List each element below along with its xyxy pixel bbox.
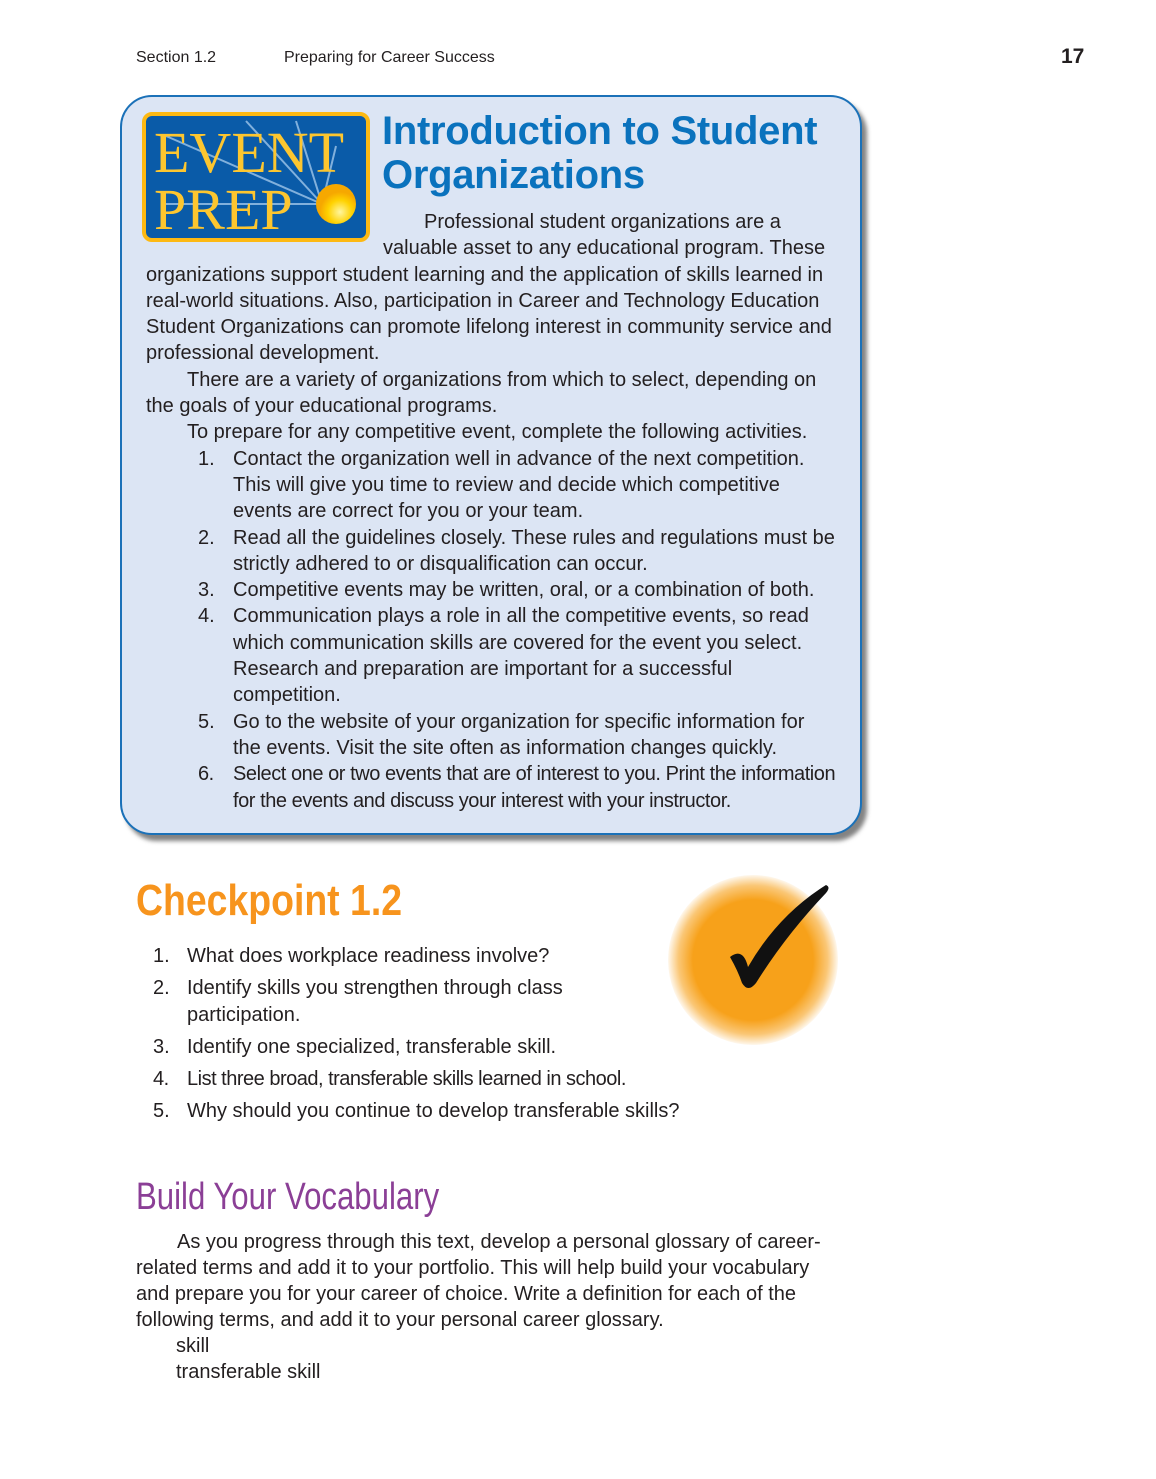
section-label: Section 1.2 xyxy=(136,49,217,66)
vocabulary-title: Build Your Vocabulary xyxy=(136,1176,440,1218)
paragraph: There are a variety of organizations from which to select, depending on the goals of your educational programs. xyxy=(146,368,817,418)
item-text: Contact the organization well in advance of the next competition. This will give you time to review and decide which competitive events are correct for you or your team. xyxy=(233,447,805,523)
list-item xyxy=(146,761,836,814)
checkpoint-title: Checkpoint 1.2 xyxy=(136,876,403,925)
item-text: What does workplace readiness involve? xyxy=(187,945,550,967)
item-text: Identify skills you strengthen through class participation. xyxy=(187,977,563,1026)
vocab-term: transferable skill xyxy=(176,1361,321,1383)
list-item xyxy=(146,525,836,578)
item-number: 5. xyxy=(153,1100,170,1122)
list-item xyxy=(153,1098,680,1125)
checkmark-icon xyxy=(668,875,838,1045)
list-item xyxy=(146,709,836,762)
item-number: 4. xyxy=(198,605,215,628)
event-prep-title: Introduction to Student Organizations xyxy=(382,109,818,197)
list-item xyxy=(146,446,836,525)
event-prep-box xyxy=(120,95,862,835)
chapter-title: Preparing for Career Success xyxy=(284,49,495,66)
checkpoint-questions xyxy=(153,943,680,1130)
item-text: List three broad, transferable skills learned in school. xyxy=(187,1068,626,1090)
list-item xyxy=(153,1034,623,1061)
item-text: Why should you continue to develop transferable skills? xyxy=(187,1100,680,1122)
item-number: 1. xyxy=(198,447,215,470)
item-number: 4. xyxy=(153,1068,169,1090)
svg-text:EVENT: EVENT xyxy=(154,120,345,185)
item-number: 3. xyxy=(153,1036,170,1058)
paragraph: Professional student organizations are a valuable asset to any educational program. These organizations support student learning and the application of skills learned in real-world situations. Also, participation in Career and Technology Education Student Organizations can promote lifelong interest in community service and professional development. xyxy=(146,211,832,365)
steps-list xyxy=(146,446,836,814)
item-text: Select one or two events that are of interest to you. Print the information for the events and discuss your interest with your instructor. xyxy=(233,763,836,812)
item-number: 6. xyxy=(198,763,214,786)
page-number: 17 xyxy=(1061,45,1085,68)
item-text: Communication plays a role in all the competitive events, so read which communication skills are covered for the event you select. Research and preparation are important for a successful competition. xyxy=(233,605,809,707)
vocab-term: skill xyxy=(176,1335,210,1357)
item-number: 2. xyxy=(198,526,215,549)
svg-text:PREP: PREP xyxy=(154,177,293,238)
item-text: Competitive events may be written, oral, or a combination of both. xyxy=(233,579,815,602)
item-number: 2. xyxy=(153,977,170,999)
list-item xyxy=(153,1066,626,1093)
item-text: Read all the guidelines closely. These rules and regulations must be strictly adhered to or disqualification can occur. xyxy=(233,526,835,575)
list-item xyxy=(153,943,623,970)
item-text: Identify one specialized, transferable skill. xyxy=(187,1036,557,1058)
item-text: Go to the website of your organization for specific information for the events. Visit the site often as information changes quickly. xyxy=(233,710,805,759)
vocabulary-paragraph: As you progress through this text, develop a personal glossary of career-related terms and add it to your portfolio. This will help build your vocabulary and prepare you for your career of choice. Write a definition for each of the following terms, and add it to your personal career glossary. xyxy=(136,1231,821,1331)
item-number: 5. xyxy=(198,710,215,733)
list-item xyxy=(153,975,623,1029)
item-number: 3. xyxy=(198,579,215,602)
logo-spacer xyxy=(146,209,383,261)
list-item xyxy=(146,603,836,708)
list-item xyxy=(146,577,836,603)
item-number: 1. xyxy=(153,945,170,967)
paragraph: To prepare for any competitive event, complete the following activities. xyxy=(187,421,808,444)
